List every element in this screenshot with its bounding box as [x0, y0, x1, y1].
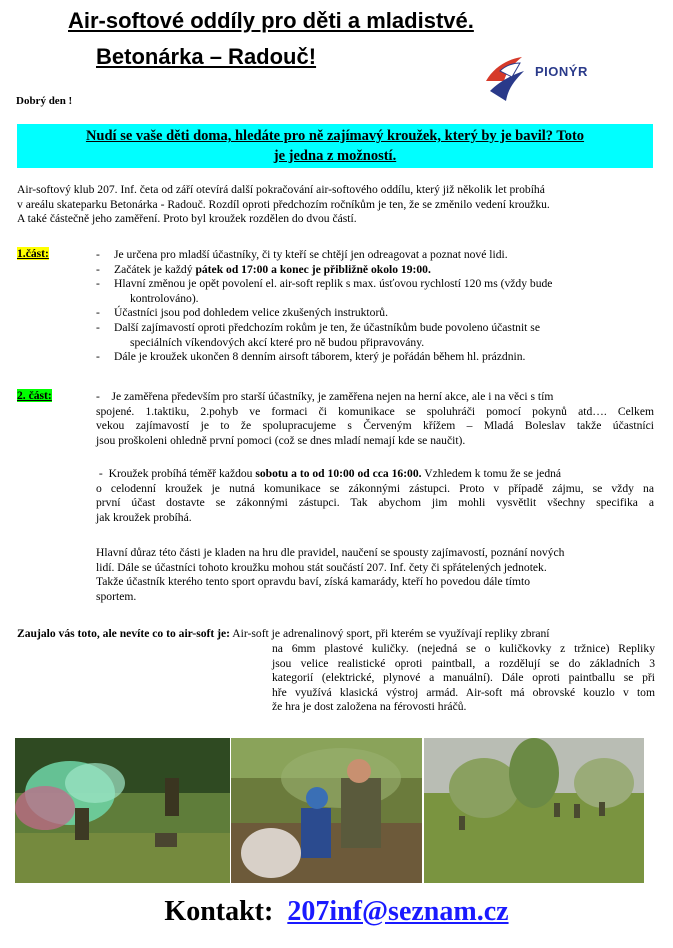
airsoft-lead-line [17, 627, 657, 642]
pionyr-logo [482, 51, 612, 109]
banner-line: Nudí se vaše děti doma, hledáte pro ně zajímavý kroužek, který by je bavil? Toto [85, 128, 585, 144]
photo-kid-with-instructor [231, 738, 422, 883]
banner-text [17, 124, 653, 166]
part2-paragraph-3: Hlavní důraz této části je kladen na hru dle pravidel, naučení se spousty zajímavostí, poznání nových lidí. Dále se účastníci tohoto kroužku mohou stát součástí 207. Inf. čety či spřátelených jednotek. Takže účastník kterého tento sport opravdu baví, získá kamarády, kteří ho povedou dále tímto sportem. [96, 546, 565, 603]
intro-line: A také částečně jeho zaměření. Proto byl kroužek rozdělen do dvou částí. [17, 212, 357, 226]
contact-label: Kontakt: [164, 896, 274, 927]
part2-paragraph-2: - Kroužek probíhá téměř každou sobotu a to od 10:00 od cca 16:00. Vzhledem k tomu že se jedná o celodenní kroužek je nutná komunikace se zákonnými zástupci. Proto v případě zájmu, se vždy na první účast dostavte se zákonnými zástupci. Tak abychom jim mohli vysvětlit všechny specifika a jak kroužek probíhá. [96, 467, 654, 524]
pionyr-logo-text: PIONÝR [535, 64, 588, 79]
list-item: - Dále je kroužek ukončen 8 denním airsoft táborem, který je pořádán během hl. prázdnin. [96, 350, 526, 364]
photo-field-advance [424, 738, 644, 883]
list-item: - Další zajímavostí oproti předchozím rokům je ten, že účastníkům bude povoleno účastnit se speciálních víkendových akcí které pro ně budou připravovány. [96, 320, 540, 349]
highlight-banner [17, 124, 653, 168]
intro-paragraph [17, 183, 657, 227]
part1-label: 1.část: [17, 247, 49, 260]
list-item: - Účastníci jsou pod dohledem velice zkušených instruktorů. [96, 306, 388, 320]
page-subtitle: Betonárka – Radouč! [96, 44, 317, 69]
airsoft-lead: Zaujalo vás toto, ale nevíte co to air-soft je: [17, 627, 231, 640]
pionyr-bird-icon [482, 51, 612, 109]
contact-email-link[interactable]: 207inf@seznam.cz [287, 896, 509, 927]
part2-label: 2. část: [17, 389, 52, 402]
photo-smoke-field [15, 738, 230, 883]
part2-paragraph-1: - Je zaměřena především pro starší účastníky, je zaměřena nejen na herní akce, ale i na věci s tím spojené. 1.taktiku, 2.pohyb ve formaci či komunikace se spoluhráči pomocí pokynů atd…. Celkem vekou zajímavostí je to že spolupracujeme s Červeným křížem – Mladá Boleslav takže účastníci jsou proškoleni ohledně první pomoci (což se dnes mladí nemají kde se naučit). [96, 390, 654, 447]
intro-line: v areálu skateparku Betonárka - Radouč. Rozdíl oproti předchozím ročníkům je ten, že se změnilo vedení kroužku. [17, 197, 550, 211]
airsoft-first-line: Air-soft je adrenalinový sport, při kterém se využívají repliky zbraní [230, 627, 550, 640]
list-item: - Hlavní změnou je opět povolení el. air-soft replik s max. úsťovou rychlostí 120 ms (vždy bude kontrolováno). [96, 277, 553, 305]
part1-list [96, 248, 656, 365]
banner-line: je jedna z možností. [273, 148, 397, 164]
intro-line: Air-softový klub 207. Inf. četa od září otevírá další pokračování air-softového oddílu, který již několik let probíhá [17, 183, 545, 196]
greeting: Dobrý den ! [16, 95, 73, 107]
contact-line [0, 896, 673, 928]
list-item: - Je určena pro mladší účastníky, či ty kteří se chtějí jen odreagovat a poznat nové lidi. [96, 248, 508, 261]
page-title: Air-softové oddíly pro děti a mladistvé. [68, 8, 474, 33]
list-item: - Začátek je každý pátek od 17:00 a konec je přibližně okolo 19:00. [96, 262, 431, 276]
airsoft-paragraph: na 6mm plastové kuličky. (nejedná se o kuličkovky z tržnice) Repliky jsou velice realistické oproti paintball, a rozdělují se do základních 3 kategorií (elektrické, plynové a manuální). Dále oproti paintballu se při hře využívá klasická výstroj armád. Air-soft má obrovské kouzlo v tom že hra je dost založena na férovosti hráčů. [272, 642, 655, 714]
